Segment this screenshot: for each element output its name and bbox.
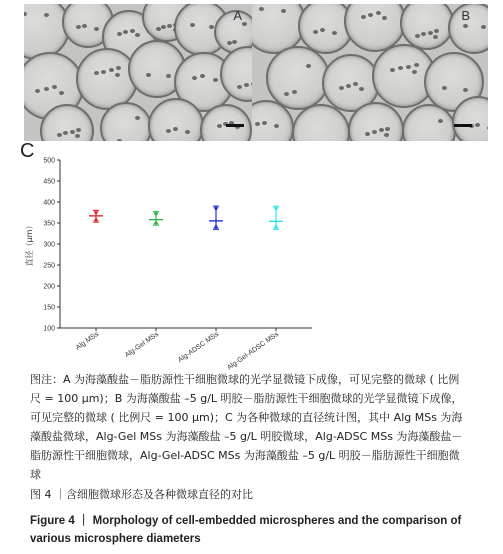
cell bbox=[135, 33, 140, 37]
cell bbox=[313, 30, 318, 34]
upper-point bbox=[154, 213, 159, 217]
cell bbox=[185, 130, 190, 134]
cell bbox=[94, 27, 99, 31]
cell bbox=[262, 121, 267, 125]
microsphere bbox=[100, 102, 152, 141]
cell bbox=[44, 87, 49, 91]
cell bbox=[365, 132, 370, 136]
diameter-chart bbox=[0, 150, 503, 372]
cell bbox=[52, 85, 57, 89]
cell bbox=[173, 127, 178, 131]
cell bbox=[463, 88, 468, 92]
x-tick-label: Alg-Gel MSs bbox=[123, 330, 161, 360]
x-tick-label: Alg MSs bbox=[74, 330, 101, 352]
cell bbox=[379, 128, 384, 132]
cell bbox=[442, 86, 447, 90]
figure-title-cn: 图 4 ｜含细胞微球形态及各种微球直径的对比 bbox=[30, 488, 253, 501]
cell bbox=[82, 24, 87, 28]
cell bbox=[75, 134, 80, 138]
microsphere bbox=[266, 46, 330, 110]
cell bbox=[59, 91, 64, 95]
micrograph-panel-b bbox=[252, 4, 488, 141]
cell bbox=[227, 41, 232, 45]
cell bbox=[190, 23, 195, 27]
panel-label-a: A bbox=[233, 8, 242, 23]
cell bbox=[116, 66, 121, 70]
cell bbox=[94, 71, 99, 75]
cell bbox=[433, 35, 438, 39]
cell bbox=[306, 64, 311, 68]
cell bbox=[237, 85, 242, 89]
cell bbox=[412, 70, 417, 74]
cell bbox=[463, 24, 468, 28]
x-tick-label: Alg-ADSC MSs bbox=[176, 330, 221, 365]
cell bbox=[428, 31, 433, 35]
cell bbox=[385, 127, 390, 131]
lower-point bbox=[94, 217, 99, 221]
cell bbox=[232, 40, 237, 44]
cell bbox=[130, 29, 135, 33]
cell bbox=[255, 122, 260, 126]
y-tick-label: 300 bbox=[43, 241, 55, 249]
cell bbox=[57, 133, 62, 137]
cell bbox=[339, 86, 344, 90]
upper-point bbox=[214, 207, 219, 211]
cell bbox=[146, 73, 151, 77]
cell bbox=[109, 68, 114, 72]
y-tick-label: 350 bbox=[43, 220, 55, 228]
upper-point bbox=[274, 207, 279, 211]
y-tick-label: 500 bbox=[43, 157, 55, 165]
y-tick-label: 150 bbox=[43, 304, 55, 312]
y-tick-label: 400 bbox=[43, 199, 55, 207]
microsphere bbox=[76, 48, 138, 110]
lower-point bbox=[154, 220, 159, 224]
cell bbox=[167, 24, 172, 28]
cell bbox=[242, 22, 247, 26]
cell bbox=[284, 92, 289, 96]
figure-note: 图注：A 为海藻酸盐－脂肪源性干细胞微球的光学显微镜下成像，可见完整的微球 ( 比例尺 = 100 μm)；B 为海藻酸盐 –5 g/L 明胶－脂肪源性干细胞微球的光学显微镜下成像，可见完整的微球 ( 比例尺 = 100 μm)；C 为各种微球的直径统计图，其中 Alg MSs 为海藻酸盐微球，Alg-Gel MSs 为海藻酸盐 –5 g/L 明胶微球，Alg-ADSC MSs 为海藻酸盐－脂肪源性干细胞微球，Alg-Gel-ADSC MSs 为海藻酸盐 –5 g/L 明胶－脂肪源性干细胞微球 bbox=[30, 373, 463, 481]
cell bbox=[244, 83, 249, 87]
scale-bar bbox=[454, 124, 472, 127]
cell bbox=[24, 12, 27, 16]
microsphere bbox=[400, 4, 454, 50]
cell bbox=[117, 32, 122, 36]
cell bbox=[415, 34, 420, 38]
cell bbox=[438, 119, 443, 123]
cell bbox=[414, 63, 419, 67]
scale-bar bbox=[226, 124, 244, 127]
cell bbox=[292, 90, 297, 94]
cell bbox=[115, 73, 120, 77]
cell bbox=[76, 25, 81, 29]
cell bbox=[156, 27, 161, 31]
cell bbox=[434, 29, 439, 33]
cell bbox=[213, 78, 218, 82]
y-tick-label: 200 bbox=[43, 283, 55, 291]
cell bbox=[384, 133, 389, 137]
cell bbox=[123, 30, 128, 34]
cell bbox=[161, 25, 166, 29]
cell bbox=[372, 130, 377, 134]
cell bbox=[217, 124, 222, 128]
panel-label-b: B bbox=[461, 8, 470, 23]
cell bbox=[166, 74, 171, 78]
cell bbox=[376, 11, 381, 15]
cell bbox=[166, 129, 171, 133]
cell bbox=[353, 82, 358, 86]
cell bbox=[76, 128, 81, 132]
cell bbox=[281, 9, 286, 13]
upper-point bbox=[94, 211, 99, 215]
cell bbox=[44, 13, 49, 17]
cell bbox=[274, 124, 279, 128]
cell bbox=[101, 70, 106, 74]
micrograph-panel-a bbox=[24, 4, 260, 141]
cell bbox=[481, 25, 486, 29]
cell bbox=[359, 87, 364, 91]
lower-point bbox=[214, 224, 219, 228]
cell bbox=[135, 116, 140, 120]
x-tick-label: Alg-Gel-ADSC MSs bbox=[226, 330, 281, 372]
cell bbox=[382, 16, 387, 20]
cell bbox=[421, 32, 426, 36]
cell bbox=[35, 89, 40, 93]
y-tick-label: 250 bbox=[43, 262, 55, 270]
cell bbox=[117, 139, 122, 141]
cell bbox=[398, 66, 403, 70]
cell bbox=[361, 15, 366, 19]
cell bbox=[390, 68, 395, 72]
cell bbox=[200, 74, 205, 78]
cell bbox=[475, 123, 480, 127]
cell bbox=[346, 84, 351, 88]
microsphere bbox=[200, 104, 252, 141]
panel-label-c: C bbox=[20, 140, 35, 162]
cell bbox=[70, 130, 75, 134]
cell bbox=[332, 31, 337, 35]
cell bbox=[259, 7, 264, 11]
cell bbox=[192, 76, 197, 80]
figure-title-en: Figure 4 ｜ Morphology of cell-embedded microspheres and the comparison of various microsphere diameters bbox=[30, 515, 462, 545]
lower-point bbox=[274, 224, 279, 228]
cell bbox=[406, 65, 411, 69]
y-tick-label: 100 bbox=[43, 325, 55, 333]
cell bbox=[63, 131, 68, 135]
cell bbox=[320, 28, 325, 32]
cell bbox=[368, 13, 373, 17]
cell bbox=[487, 126, 488, 130]
y-axis-label: 直径（μm） bbox=[25, 221, 34, 267]
y-tick-label: 450 bbox=[43, 178, 55, 186]
